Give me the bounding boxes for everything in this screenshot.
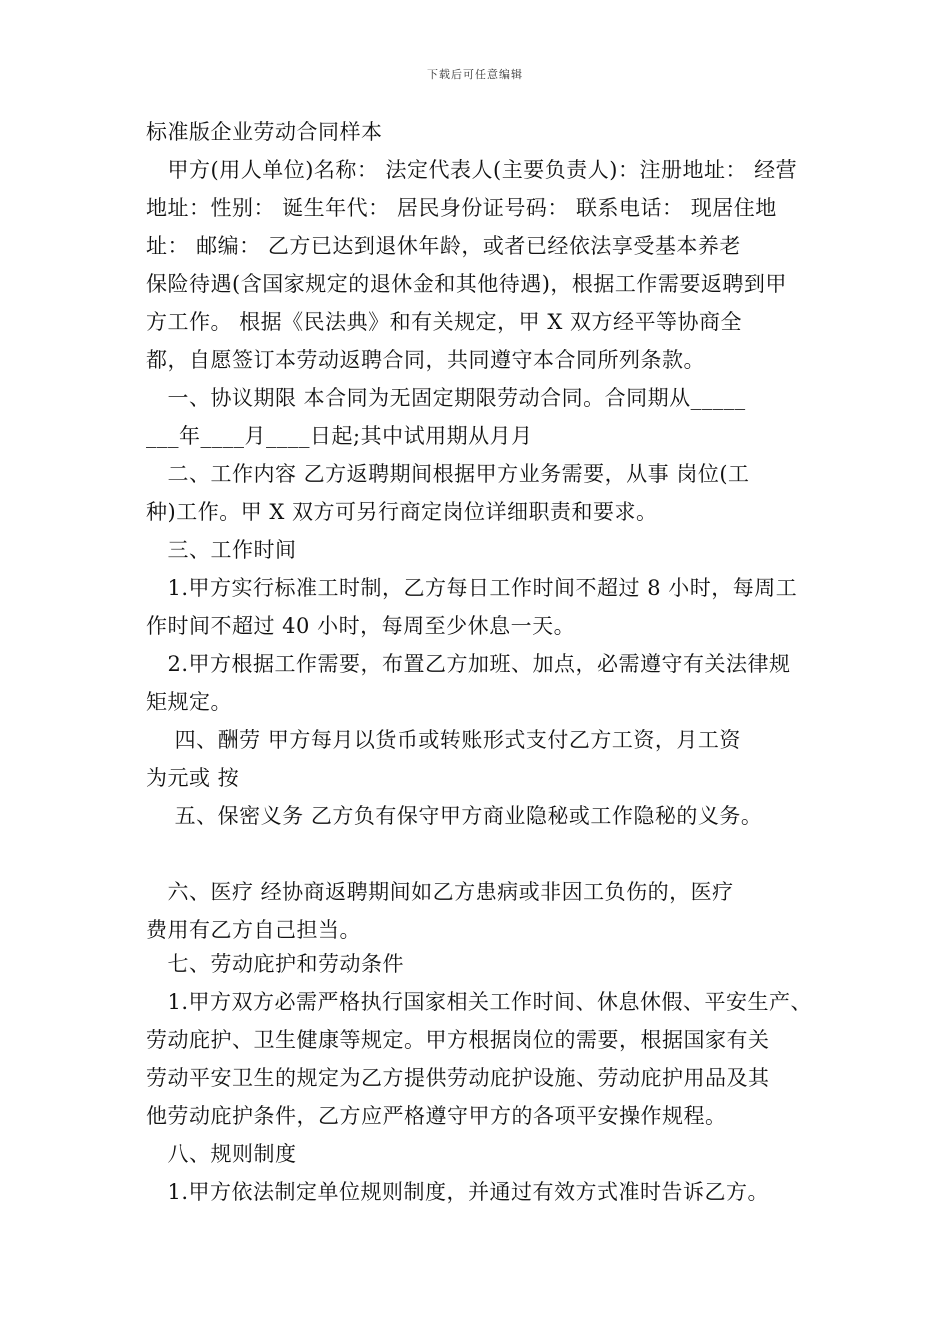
section-heading-line: 七、劳动庇护和劳动条件: [146, 952, 404, 976]
text-line: 劳动庇护、卫生健康等规定。甲方根据岗位的需要，根据国家有关: [146, 1028, 770, 1052]
document-title: 标准版企业劳动合同样本: [146, 120, 383, 144]
page-header-note: 下载后可任意编辑: [427, 68, 523, 81]
text-line: 保险待遇(含国家规定的退休金和其他待遇)，根据工作需要返聘到甲: [146, 272, 787, 296]
text-line: 作时间不超过 40 小时，每周至少休息一天。: [146, 614, 576, 638]
text-line: 费用有乙方自己担当。: [146, 918, 361, 942]
text-line: 1.甲方双方必需严格执行国家相关工作时间、休息休假、平安生产、: [146, 990, 813, 1014]
section-heading-line: 一、协议期限 本合同为无固定期限劳动合同。合同期从_____: [146, 386, 746, 410]
text-line: 都，自愿签订本劳动返聘合同，共同遵守本合同所列条款。: [146, 348, 705, 372]
text-line: 劳动平安卫生的规定为乙方提供劳动庇护设施、劳动庇护用品及其: [146, 1066, 770, 1090]
section-heading-line: 三、工作时间: [146, 538, 297, 562]
text-line: 地址：性别： 诞生年代： 居民身份证号码： 联系电话： 现居住地: [146, 196, 777, 220]
text-line: 种)工作。甲 X 双方可另行商定岗位详细职责和要求。: [146, 500, 658, 524]
section-heading-line: 二、工作内容 乙方返聘期间根据甲方业务需要，从事 岗位(工: [146, 462, 750, 486]
text-line: 址： 邮编： 乙方已达到退休年龄，或者已经依法享受基本养老: [146, 234, 741, 258]
section-heading-line: 六、医疗 经协商返聘期间如乙方患病或非因工负伤的，医疗: [146, 880, 734, 904]
text-line: ___年____月____日起;其中试用期从月月: [146, 424, 533, 448]
text-line: 甲方(用人单位)名称： 法定代表人(主要负责人)：注册地址： 经营: [146, 158, 798, 182]
text-line: 2.甲方根据工作需要，布置乙方加班、加点，必需遵守有关法律规: [146, 652, 791, 676]
text-line: 矩规定。: [146, 690, 232, 714]
section-heading-line: 八、规则制度: [146, 1142, 297, 1166]
text-line: 1.甲方依法制定单位规则制度，并通过有效方式准时告诉乙方。: [146, 1180, 770, 1204]
text-line: 1.甲方实行标准工时制，乙方每日工作时间不超过 8 小时，每周工: [146, 576, 798, 600]
section-heading-line: 四、酬劳 甲方每月以货币或转账形式支付乙方工资，月工资: [146, 728, 741, 752]
text-line: 方工作。 根据《民法典》和有关规定，甲 X 双方经平等协商全: [146, 310, 742, 334]
text-line: 他劳动庇护条件，乙方应严格遵守甲方的各项平安操作规程。: [146, 1104, 727, 1128]
text-line: 为元或 按: [146, 766, 240, 790]
section-heading-line: 五、保密义务 乙方负有保守甲方商业隐秘或工作隐秘的义务。: [146, 804, 763, 828]
